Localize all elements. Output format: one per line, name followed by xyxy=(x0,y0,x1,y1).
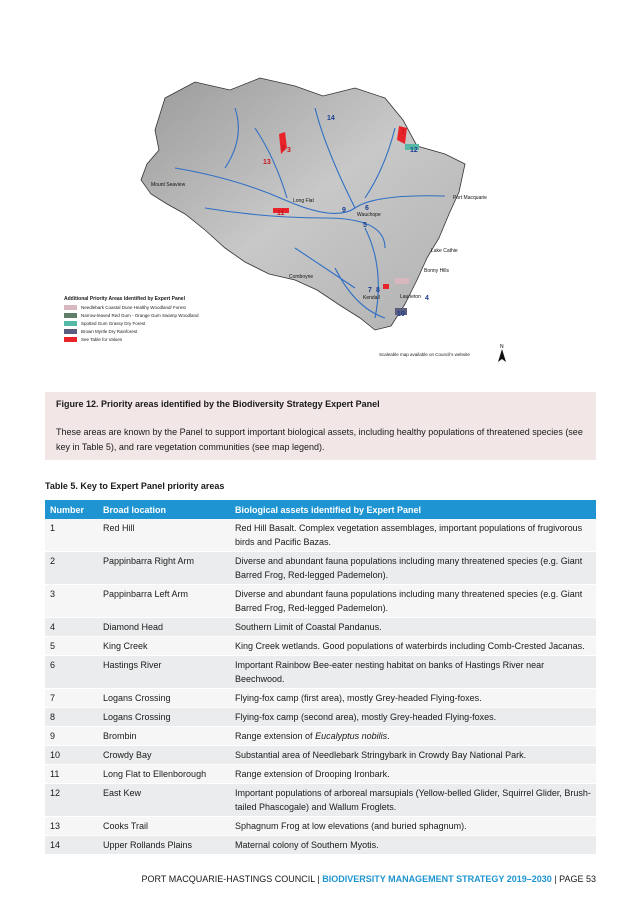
row-assets: Flying-fox camp (first area), mostly Grey-headed Flying-foxes. xyxy=(230,689,596,708)
figure-title: Figure 12. Priority areas identified by the Biodiversity Strategy Expert Panel xyxy=(56,399,380,409)
row-assets: Diverse and abundant fauna populations including many threatened species (e.g. Giant Barred Frog, Red-legged Pademelon). xyxy=(230,552,596,585)
row-assets: Flying-fox camp (second area), mostly Grey-headed Flying-foxes. xyxy=(230,708,596,727)
legend-item xyxy=(64,329,264,334)
area-number: 3 xyxy=(287,147,291,154)
footer-page-number: | PAGE 53 xyxy=(551,874,596,884)
row-location: Upper Rollands Plains xyxy=(98,836,230,855)
area-number: 11 xyxy=(277,210,285,217)
legend-swatch xyxy=(64,321,77,326)
row-assets: Range extension of Eucalyptus nobilis. xyxy=(230,727,596,746)
row-assets: Important Rainbow Bee-eater nesting habitat on banks of Hastings River near Beechwood. xyxy=(230,656,596,689)
row-number: 8 xyxy=(45,708,98,727)
area-number: 2 xyxy=(281,145,285,152)
table-row xyxy=(45,708,596,727)
column-header: Number xyxy=(45,500,98,519)
lga-boundary xyxy=(141,78,465,330)
row-number: 7 xyxy=(45,689,98,708)
row-number: 14 xyxy=(45,836,98,855)
place-label: Laurieton xyxy=(400,294,421,300)
figure-description: These areas are known by the Panel to support important biological assets, including healthy populations of threatened species (see key in Table 5), and rare vegetation communities (see map legend). xyxy=(56,427,583,452)
svg-text:N: N xyxy=(500,344,504,350)
north-arrow-icon xyxy=(497,343,507,363)
table-row xyxy=(45,784,596,817)
table-row xyxy=(45,689,596,708)
row-number: 1 xyxy=(45,519,98,552)
row-assets: Range extension of Drooping Ironbark. xyxy=(230,765,596,784)
row-location: Crowdy Bay xyxy=(98,746,230,765)
place-label: Bonny Hills xyxy=(424,268,450,274)
footer-document-title: BIODIVERSITY MANAGEMENT STRATEGY 2019–2030 xyxy=(322,874,552,884)
row-assets: Southern Limit of Coastal Pandanus. xyxy=(230,618,596,637)
place-label: Port Macquarie xyxy=(453,195,487,201)
row-number: 5 xyxy=(45,637,98,656)
row-number: 11 xyxy=(45,765,98,784)
column-header: Broad location xyxy=(98,500,230,519)
legend-item xyxy=(64,305,264,310)
legend-swatch xyxy=(64,329,77,334)
row-number: 12 xyxy=(45,784,98,817)
legend-item xyxy=(64,321,264,326)
legend-item xyxy=(64,313,264,318)
table-row xyxy=(45,552,596,585)
table-header-row xyxy=(45,500,596,519)
row-location: Pappinbarra Right Arm xyxy=(98,552,230,585)
table-row xyxy=(45,585,596,618)
place-label: Comboyne xyxy=(289,274,314,280)
scale-note: Scaleable map available on Council's website xyxy=(379,352,470,357)
legend-label: See Table for Values xyxy=(81,337,123,342)
place-label: Long Flat xyxy=(293,198,314,204)
row-location: Hastings River xyxy=(98,656,230,689)
row-number: 9 xyxy=(45,727,98,746)
row-number: 13 xyxy=(45,817,98,836)
place-label: Kendall xyxy=(363,295,380,301)
legend-title: Additional Priority Areas Identified by Expert Panel xyxy=(64,296,185,302)
table-row xyxy=(45,817,596,836)
row-assets: Substantial area of Needlebark Stringybark in Crowdy Bay National Park. xyxy=(230,746,596,765)
row-location: East Kew xyxy=(98,784,230,817)
row-number: 10 xyxy=(45,746,98,765)
row-assets: Maternal colony of Southern Myotis. xyxy=(230,836,596,855)
row-location: Cooks Trail xyxy=(98,817,230,836)
legend-label: Brown Myrtle Dry Rainforest xyxy=(81,329,138,334)
row-location: King Creek xyxy=(98,637,230,656)
area-number: 5 xyxy=(363,222,367,229)
place-label: Wauchope xyxy=(357,212,381,218)
row-number: 4 xyxy=(45,618,98,637)
area-number: 8 xyxy=(376,287,380,294)
row-location: Pappinbarra Left Arm xyxy=(98,585,230,618)
table-row xyxy=(45,727,596,746)
map-legend xyxy=(64,296,264,345)
row-assets: Red Hill Basalt. Complex vegetation assemblages, important populations of frugivorous birds and Pacific Bazas. xyxy=(230,519,596,552)
row-assets: Diverse and abundant fauna populations including many threatened species (e.g. Giant Barred Frog, Red-legged Pademelon). xyxy=(230,585,596,618)
legend-swatch xyxy=(64,313,77,318)
table-row xyxy=(45,618,596,637)
row-number: 6 xyxy=(45,656,98,689)
area-number: 4 xyxy=(425,295,429,302)
table-title: Table 5. Key to Expert Panel priority areas xyxy=(45,481,225,491)
page-footer xyxy=(142,874,596,884)
table-row xyxy=(45,637,596,656)
legend-label: Needlebark Coastal Dune Healthy Woodland/ Forest xyxy=(81,305,186,310)
priority-areas-table xyxy=(45,500,596,855)
row-location: Brombin xyxy=(98,727,230,746)
legend-swatch xyxy=(64,305,77,310)
area-number: 1 xyxy=(401,129,405,136)
row-location: Long Flat to Ellenborough xyxy=(98,765,230,784)
legend-item xyxy=(64,337,264,342)
row-location: Logans Crossing xyxy=(98,708,230,727)
area-number: 13 xyxy=(263,159,271,166)
row-assets: Important populations of arboreal marsupials (Yellow-belled Glider, Squirrel Glider, Brush-tailed Phascogale) and Wallum Froglets. xyxy=(230,784,596,817)
column-header: Biological assets identified by Expert Panel xyxy=(230,500,596,519)
row-location: Logans Crossing xyxy=(98,689,230,708)
legend-swatch xyxy=(64,337,77,342)
area-number: 7 xyxy=(368,287,372,294)
table-row xyxy=(45,519,596,552)
row-assets: Sphagnum Frog at low elevations (and buried sphagnum). xyxy=(230,817,596,836)
table-row xyxy=(45,746,596,765)
row-assets: King Creek wetlands. Good populations of waterbirds including Comb-Crested Jacanas. xyxy=(230,637,596,656)
area-number: 14 xyxy=(327,115,335,122)
figure-caption-box xyxy=(45,392,596,460)
row-number: 2 xyxy=(45,552,98,585)
row-location: Diamond Head xyxy=(98,618,230,637)
area-number: 12 xyxy=(410,147,418,154)
footer-org: PORT MACQUARIE-HASTINGS COUNCIL | xyxy=(141,874,323,884)
legend-label: Narrow-leaved Red Gum - Orange Gum Swamp Woodland xyxy=(81,313,199,318)
row-location: Red Hill xyxy=(98,519,230,552)
area-number: 9 xyxy=(342,207,346,214)
area-number: 6 xyxy=(365,205,369,212)
area-number: 10 xyxy=(397,311,405,318)
legend-label: Spotted Gum Grassy Dry Forest xyxy=(81,321,146,326)
row-number: 3 xyxy=(45,585,98,618)
table-row xyxy=(45,836,596,855)
table-row xyxy=(45,656,596,689)
place-label: Mount Seaview xyxy=(151,182,186,188)
place-label: Lake Cathie xyxy=(431,248,458,254)
table-row xyxy=(45,765,596,784)
